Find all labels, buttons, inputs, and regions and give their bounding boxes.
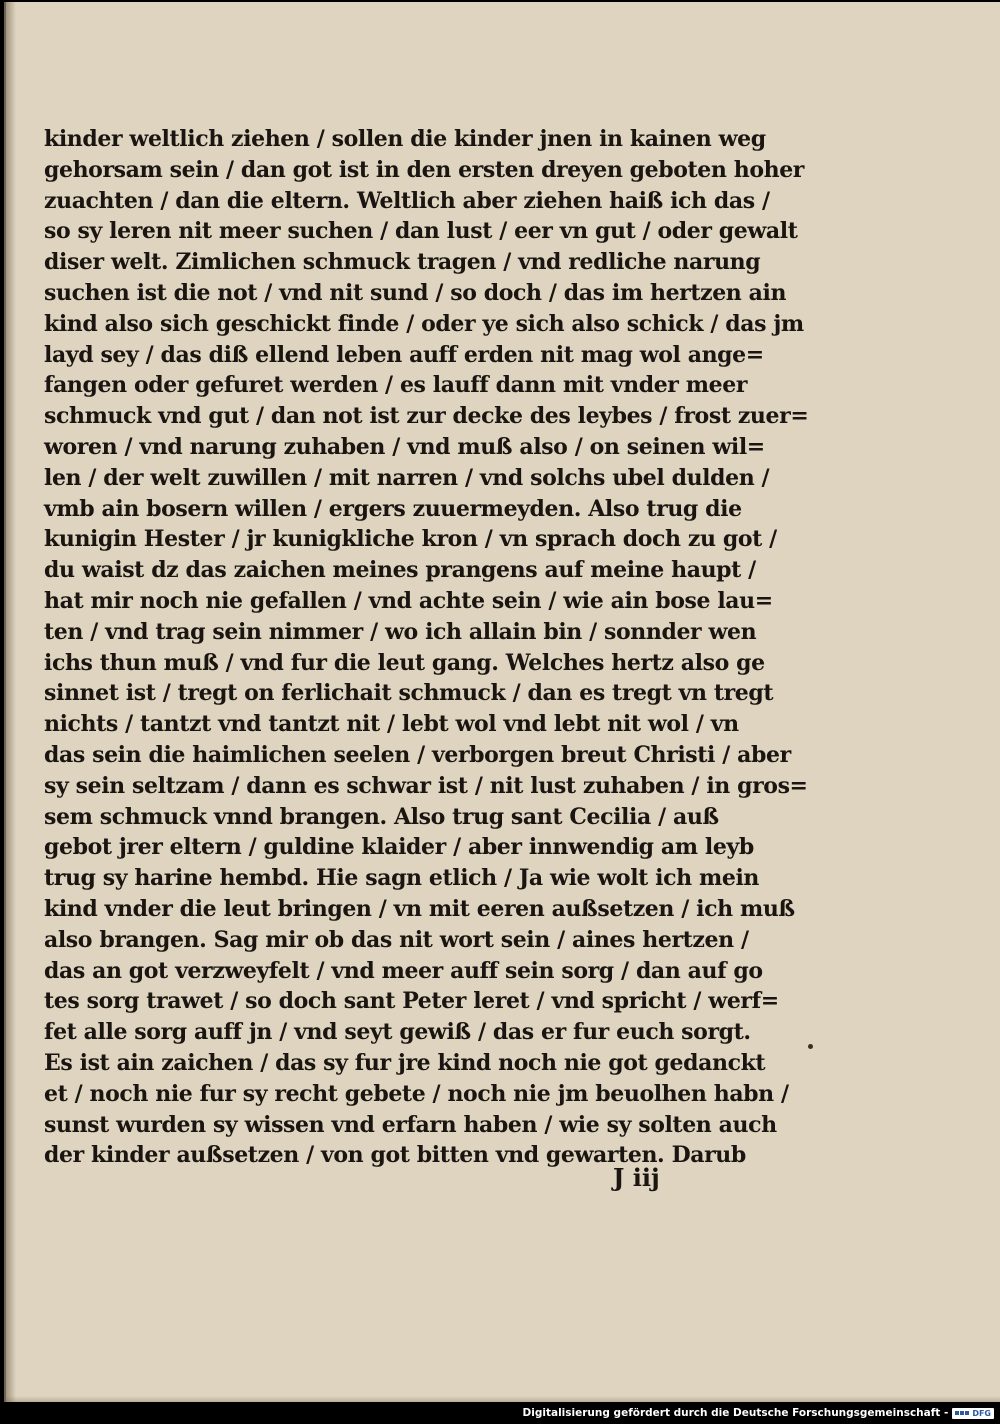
text-line: woren / vnd narung zuhaben / vnd muß also / on seinen wil= bbox=[44, 433, 765, 460]
text-line: zuachten / dan die eltern. Weltlich aber ziehen haiß ich das / bbox=[44, 187, 770, 214]
page-gutter-shadow bbox=[6, 2, 16, 1402]
text-line: sem schmuck vnnd brangen. Also trug sant Cecilia / auß bbox=[44, 803, 719, 830]
text-line: trug sy harine hembd. Hie sagn etlich / Ja wie wolt ich mein bbox=[44, 865, 760, 892]
text-line: der kinder außsetzen / von got bitten vnd gewarten. Darub bbox=[44, 1142, 746, 1169]
text-line: diser welt. Zimlichen schmuck tragen / vnd redliche narung bbox=[44, 249, 761, 276]
text-line: ichs thun muß / vnd fur die leut gang. Welches hertz also ge bbox=[44, 649, 765, 676]
text-line: tes sorg trawet / so doch sant Peter leret / vnd spricht / werf= bbox=[44, 988, 779, 1015]
text-line: du waist dz das zaichen meines prangens auf meine haupt / bbox=[44, 557, 756, 584]
text-line: gehorsam sein / dan got ist in den ersten dreyen geboten hoher bbox=[44, 156, 804, 183]
text-line: suchen ist die not / vnd nit sund / so doch / das im hertzen ain bbox=[44, 279, 787, 306]
dfg-logo-text: DFG bbox=[972, 1408, 991, 1418]
text-line: fet alle sorg auff jn / vnd seyt gewiß / das er fur euch sorgt. bbox=[44, 1019, 751, 1046]
text-line: nichts / tantzt vnd tantzt nit / lebt wol vnd lebt nit wol / vn bbox=[44, 711, 739, 738]
text-line: et / noch nie fur sy recht gebete / noch nie jm beuolhen habn / bbox=[44, 1080, 789, 1107]
text-line: so sy leren nit meer suchen / dan lust / eer vn gut / oder gewalt bbox=[44, 218, 798, 245]
text-line: also brangen. Sag mir ob das nit wort sein / aines hertzen / bbox=[44, 926, 749, 953]
text-line: sinnet ist / tregt on ferlichait schmuck / dan es tregt vn tregt bbox=[44, 680, 774, 707]
signature-mark: J iij bbox=[613, 1163, 660, 1192]
text-line: gebot jrer eltern / guldine klaider / aber innwendig am leyb bbox=[44, 834, 754, 861]
text-line: fangen oder gefuret werden / es lauff dann mit vnder meer bbox=[44, 372, 748, 399]
text-line: das sein die haimlichen seelen / verborgen breut Christi / aber bbox=[44, 741, 791, 768]
text-line: kunigin Hester / jr kunigkliche kron / vn sprach doch zu got / bbox=[44, 526, 777, 553]
text-line: schmuck vnd gut / dan not ist zur decke des leybes / frost zuer= bbox=[44, 403, 809, 430]
text-line: len / der welt zuwillen / mit narren / vnd solchs ubel dulden / bbox=[44, 464, 770, 491]
text-line: layd sey / das diß ellend leben auff erden nit mag wol ange= bbox=[44, 341, 764, 368]
text-line: kinder weltlich ziehen / sollen die kinder jnen in kainen weg bbox=[44, 126, 766, 152]
text-line: das an got verzweyfelt / vnd meer auff sein sorg / dan auf go bbox=[44, 957, 763, 984]
text-line: sy sein seltzam / dann es schwar ist / nit lust zuhaben / in gros= bbox=[44, 772, 808, 799]
page-bottom-edge bbox=[6, 1396, 1000, 1402]
dfg-logo-icon bbox=[952, 1408, 994, 1419]
text-line: sunst wurden sy wissen vnd erfarn haben / wie sy solten auch bbox=[44, 1111, 777, 1138]
book-page bbox=[4, 2, 1000, 1402]
text-line: ten / vnd trag sein nimmer / wo ich allain bin / sonnder wen bbox=[44, 618, 757, 645]
margin-dot bbox=[808, 1044, 813, 1049]
text-line: hat mir noch nie gefallen / vnd achte sein / wie ain bose lau= bbox=[44, 587, 773, 614]
text-line: kind also sich geschickt finde / oder ye sich also schick / das jm bbox=[44, 310, 804, 337]
digitization-footer bbox=[523, 1405, 994, 1421]
text-line: Es ist ain zaichen / das sy fur jre kind noch nie got gedanckt bbox=[44, 1049, 766, 1076]
text-line: vmb ain bosern willen / ergers zuuermeyden. Also trug die bbox=[44, 495, 742, 522]
text-line: kind vnder die leut bringen / vn mit eeren außsetzen / ich muß bbox=[44, 895, 795, 922]
footer-text: Digitalisierung gefördert durch die Deutsche Forschungsgemeinschaft - bbox=[522, 1407, 949, 1419]
page-text bbox=[44, 124, 809, 1171]
